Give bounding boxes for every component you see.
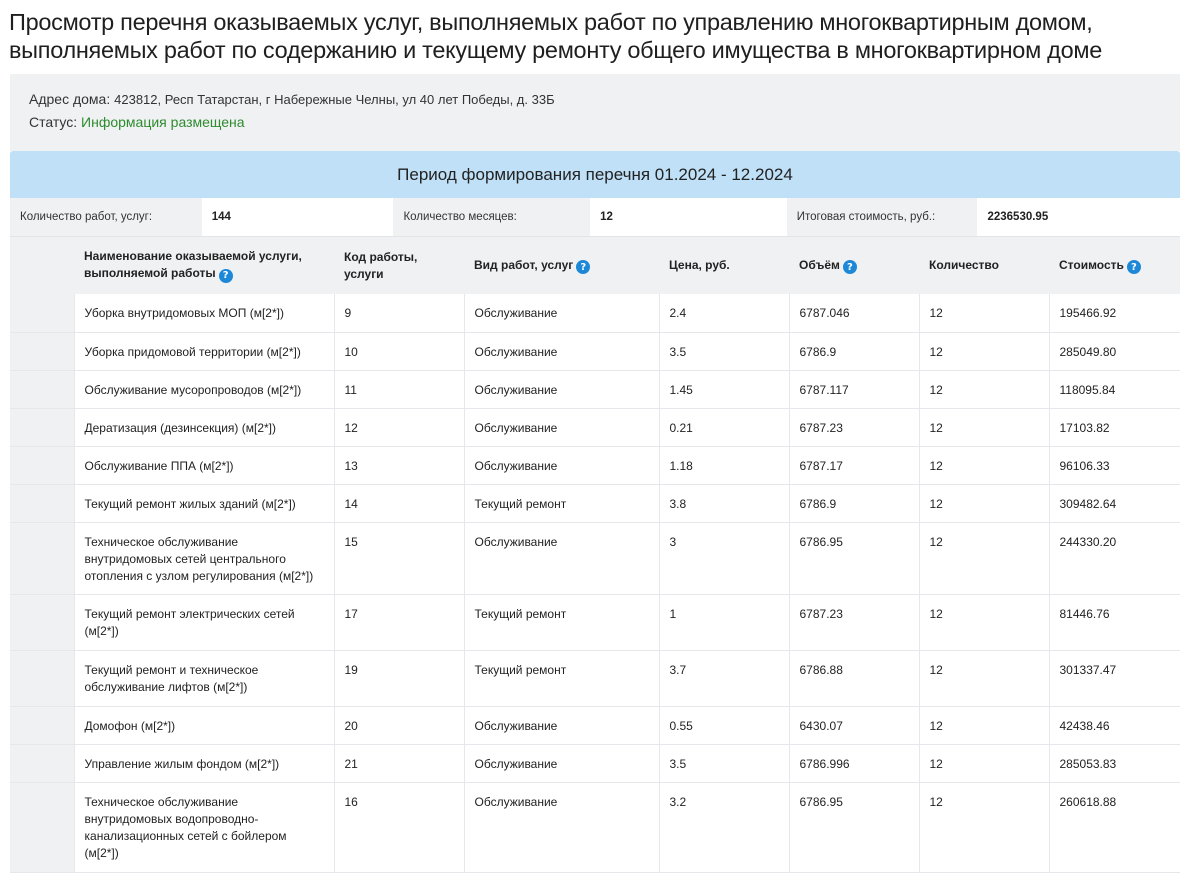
- cell-quantity: 12: [919, 370, 1049, 408]
- header-quantity: Количество: [919, 237, 1049, 294]
- cell-volume: 6786.95: [789, 782, 919, 872]
- cell-code: 10: [334, 332, 464, 370]
- cell-volume: 6787.23: [789, 594, 919, 650]
- header-name: Наименование оказываемой услуги, выполняемой работы ?: [74, 237, 334, 294]
- row-spacer: [10, 782, 74, 872]
- cell-price: 3.7: [659, 650, 789, 706]
- cell-cost: 17103.82: [1049, 408, 1180, 446]
- cell-quantity: 12: [919, 594, 1049, 650]
- address-label: Адрес дома:: [29, 91, 111, 107]
- summary-row: [10, 198, 1180, 237]
- cell-name: Обслуживание ППА (м[2*]): [74, 446, 334, 484]
- cell-code: 12: [334, 408, 464, 446]
- cell-price: 1: [659, 594, 789, 650]
- cell-quantity: 12: [919, 484, 1049, 522]
- cell-price: 0.21: [659, 408, 789, 446]
- table-row: [10, 594, 1180, 650]
- cell-cost: 285053.83: [1049, 744, 1180, 782]
- cell-name: Техническое обслуживание внутридомовых водопроводно-канализационных сетей с бойлером (м[2*]): [74, 782, 334, 872]
- cell-type: Обслуживание: [464, 332, 659, 370]
- table-row: [10, 294, 1180, 332]
- cell-volume: 6786.996: [789, 744, 919, 782]
- cell-code: 17: [334, 594, 464, 650]
- cell-type: Обслуживание: [464, 408, 659, 446]
- question-circle-icon[interactable]: ?: [843, 260, 857, 274]
- table-row: [10, 408, 1180, 446]
- cell-quantity: 12: [919, 782, 1049, 872]
- cell-code: 19: [334, 650, 464, 706]
- cell-type: Обслуживание: [464, 706, 659, 744]
- row-spacer: [10, 484, 74, 522]
- cell-price: 0.55: [659, 706, 789, 744]
- table-row: [10, 370, 1180, 408]
- table-row: [10, 522, 1180, 594]
- cell-type: Текущий ремонт: [464, 650, 659, 706]
- works-count-value: 144: [202, 198, 394, 236]
- table-row: [10, 650, 1180, 706]
- cell-type: Обслуживание: [464, 294, 659, 332]
- cell-cost: 81446.76: [1049, 594, 1180, 650]
- cell-quantity: 12: [919, 408, 1049, 446]
- house-info-panel: [10, 74, 1180, 151]
- cell-volume: 6787.17: [789, 446, 919, 484]
- cell-code: 13: [334, 446, 464, 484]
- cell-quantity: 12: [919, 744, 1049, 782]
- period-header: Период формирования перечня 01.2024 - 12.2024: [10, 151, 1180, 198]
- cell-price: 3.8: [659, 484, 789, 522]
- cell-cost: 260618.88: [1049, 782, 1180, 872]
- cell-price: 3: [659, 522, 789, 594]
- total-cost-label: Итоговая стоимость, руб.:: [787, 198, 978, 236]
- cell-volume: 6787.117: [789, 370, 919, 408]
- row-spacer: [10, 408, 74, 446]
- page-title: Просмотр перечня оказываемых услуг, выполняемых работ по управлению многоквартирным домом, выполняемых работ по содержанию и текущему ремонту общего имущества в многоквартирном доме: [9, 9, 1102, 63]
- cell-type: Текущий ремонт: [464, 484, 659, 522]
- header-type: Вид работ, услуг ?: [464, 237, 659, 294]
- cell-name: Домофон (м[2*]): [74, 706, 334, 744]
- cell-price: 3.2: [659, 782, 789, 872]
- row-spacer: [10, 294, 74, 332]
- address-value: 423812, Респ Татарстан, г Набережные Челны, ул 40 лет Победы, д. 33Б: [114, 92, 555, 107]
- cell-price: 3.5: [659, 332, 789, 370]
- cell-code: 14: [334, 484, 464, 522]
- cell-volume: 6787.23: [789, 408, 919, 446]
- table-row: [10, 744, 1180, 782]
- cell-name: Уборка придомовой территории (м[2*]): [74, 332, 334, 370]
- cell-quantity: 12: [919, 294, 1049, 332]
- cell-name: Техническое обслуживание внутридомовых сетей центрального отопления с узлом регулирования (м[2*]): [74, 522, 334, 594]
- cell-name: Текущий ремонт жилых зданий (м[2*]): [74, 484, 334, 522]
- row-spacer: [10, 744, 74, 782]
- table-row: [10, 484, 1180, 522]
- header-spacer: [10, 237, 74, 294]
- cell-quantity: 12: [919, 522, 1049, 594]
- status-line: [29, 114, 245, 130]
- row-spacer: [10, 332, 74, 370]
- question-circle-icon[interactable]: ?: [576, 260, 590, 274]
- question-circle-icon[interactable]: ?: [1127, 260, 1141, 274]
- cell-price: 3.5: [659, 744, 789, 782]
- header-code: Код работы, услуги: [334, 237, 464, 294]
- cell-code: 16: [334, 782, 464, 872]
- works-count-label: Количество работ, услуг:: [10, 198, 202, 236]
- cell-cost: 195466.92: [1049, 294, 1180, 332]
- header-cost: Стоимость ?: [1049, 237, 1180, 294]
- row-spacer: [10, 370, 74, 408]
- cell-type: Текущий ремонт: [464, 594, 659, 650]
- cell-name: Уборка внутридомовых МОП (м[2*]): [74, 294, 334, 332]
- table-row: [10, 706, 1180, 744]
- cell-volume: 6786.88: [789, 650, 919, 706]
- row-spacer: [10, 594, 74, 650]
- table-row: [10, 332, 1180, 370]
- header-price: Цена, руб.: [659, 237, 789, 294]
- table-row: [10, 446, 1180, 484]
- cell-quantity: 12: [919, 706, 1049, 744]
- cell-type: Обслуживание: [464, 370, 659, 408]
- cell-type: Обслуживание: [464, 744, 659, 782]
- cell-quantity: 12: [919, 650, 1049, 706]
- row-spacer: [10, 446, 74, 484]
- cell-type: Обслуживание: [464, 782, 659, 872]
- cell-type: Обслуживание: [464, 446, 659, 484]
- cell-cost: 96106.33: [1049, 446, 1180, 484]
- cell-volume: 6786.9: [789, 484, 919, 522]
- cell-name: Обслуживание мусоропроводов (м[2*]): [74, 370, 334, 408]
- cell-cost: 285049.80: [1049, 332, 1180, 370]
- table-header-row: [10, 237, 1180, 294]
- row-spacer: [10, 706, 74, 744]
- row-spacer: [10, 650, 74, 706]
- works-table: [10, 237, 1180, 873]
- cell-volume: 6786.9: [789, 332, 919, 370]
- cell-cost: 301337.47: [1049, 650, 1180, 706]
- header-volume: Объём ?: [789, 237, 919, 294]
- cell-volume: 6787.046: [789, 294, 919, 332]
- cell-code: 9: [334, 294, 464, 332]
- cell-code: 20: [334, 706, 464, 744]
- cell-quantity: 12: [919, 446, 1049, 484]
- cell-quantity: 12: [919, 332, 1049, 370]
- cell-cost: 118095.84: [1049, 370, 1180, 408]
- cell-name: Текущий ремонт и техническое обслуживание лифтов (м[2*]): [74, 650, 334, 706]
- cell-price: 2.4: [659, 294, 789, 332]
- cell-cost: 244330.20: [1049, 522, 1180, 594]
- cell-name: Дератизация (дезинсекция) (м[2*]): [74, 408, 334, 446]
- cell-type: Обслуживание: [464, 522, 659, 594]
- cell-name: Текущий ремонт электрических сетей (м[2*]): [74, 594, 334, 650]
- cell-code: 15: [334, 522, 464, 594]
- cell-cost: 309482.64: [1049, 484, 1180, 522]
- cell-cost: 42438.46: [1049, 706, 1180, 744]
- status-label: Статус:: [29, 114, 78, 130]
- status-value: Информация размещена: [81, 114, 245, 130]
- cell-volume: 6430.07: [789, 706, 919, 744]
- cell-name: Управление жилым фондом (м[2*]): [74, 744, 334, 782]
- total-cost-value: 2236530.95: [977, 198, 1180, 236]
- months-value: 12: [590, 198, 787, 236]
- question-circle-icon[interactable]: ?: [219, 269, 233, 283]
- table-row: [10, 782, 1180, 872]
- cell-code: 21: [334, 744, 464, 782]
- months-label: Количество месяцев:: [393, 198, 590, 236]
- row-spacer: [10, 522, 74, 594]
- cell-code: 11: [334, 370, 464, 408]
- cell-volume: 6786.95: [789, 522, 919, 594]
- address-line: [29, 91, 555, 107]
- cell-price: 1.45: [659, 370, 789, 408]
- cell-price: 1.18: [659, 446, 789, 484]
